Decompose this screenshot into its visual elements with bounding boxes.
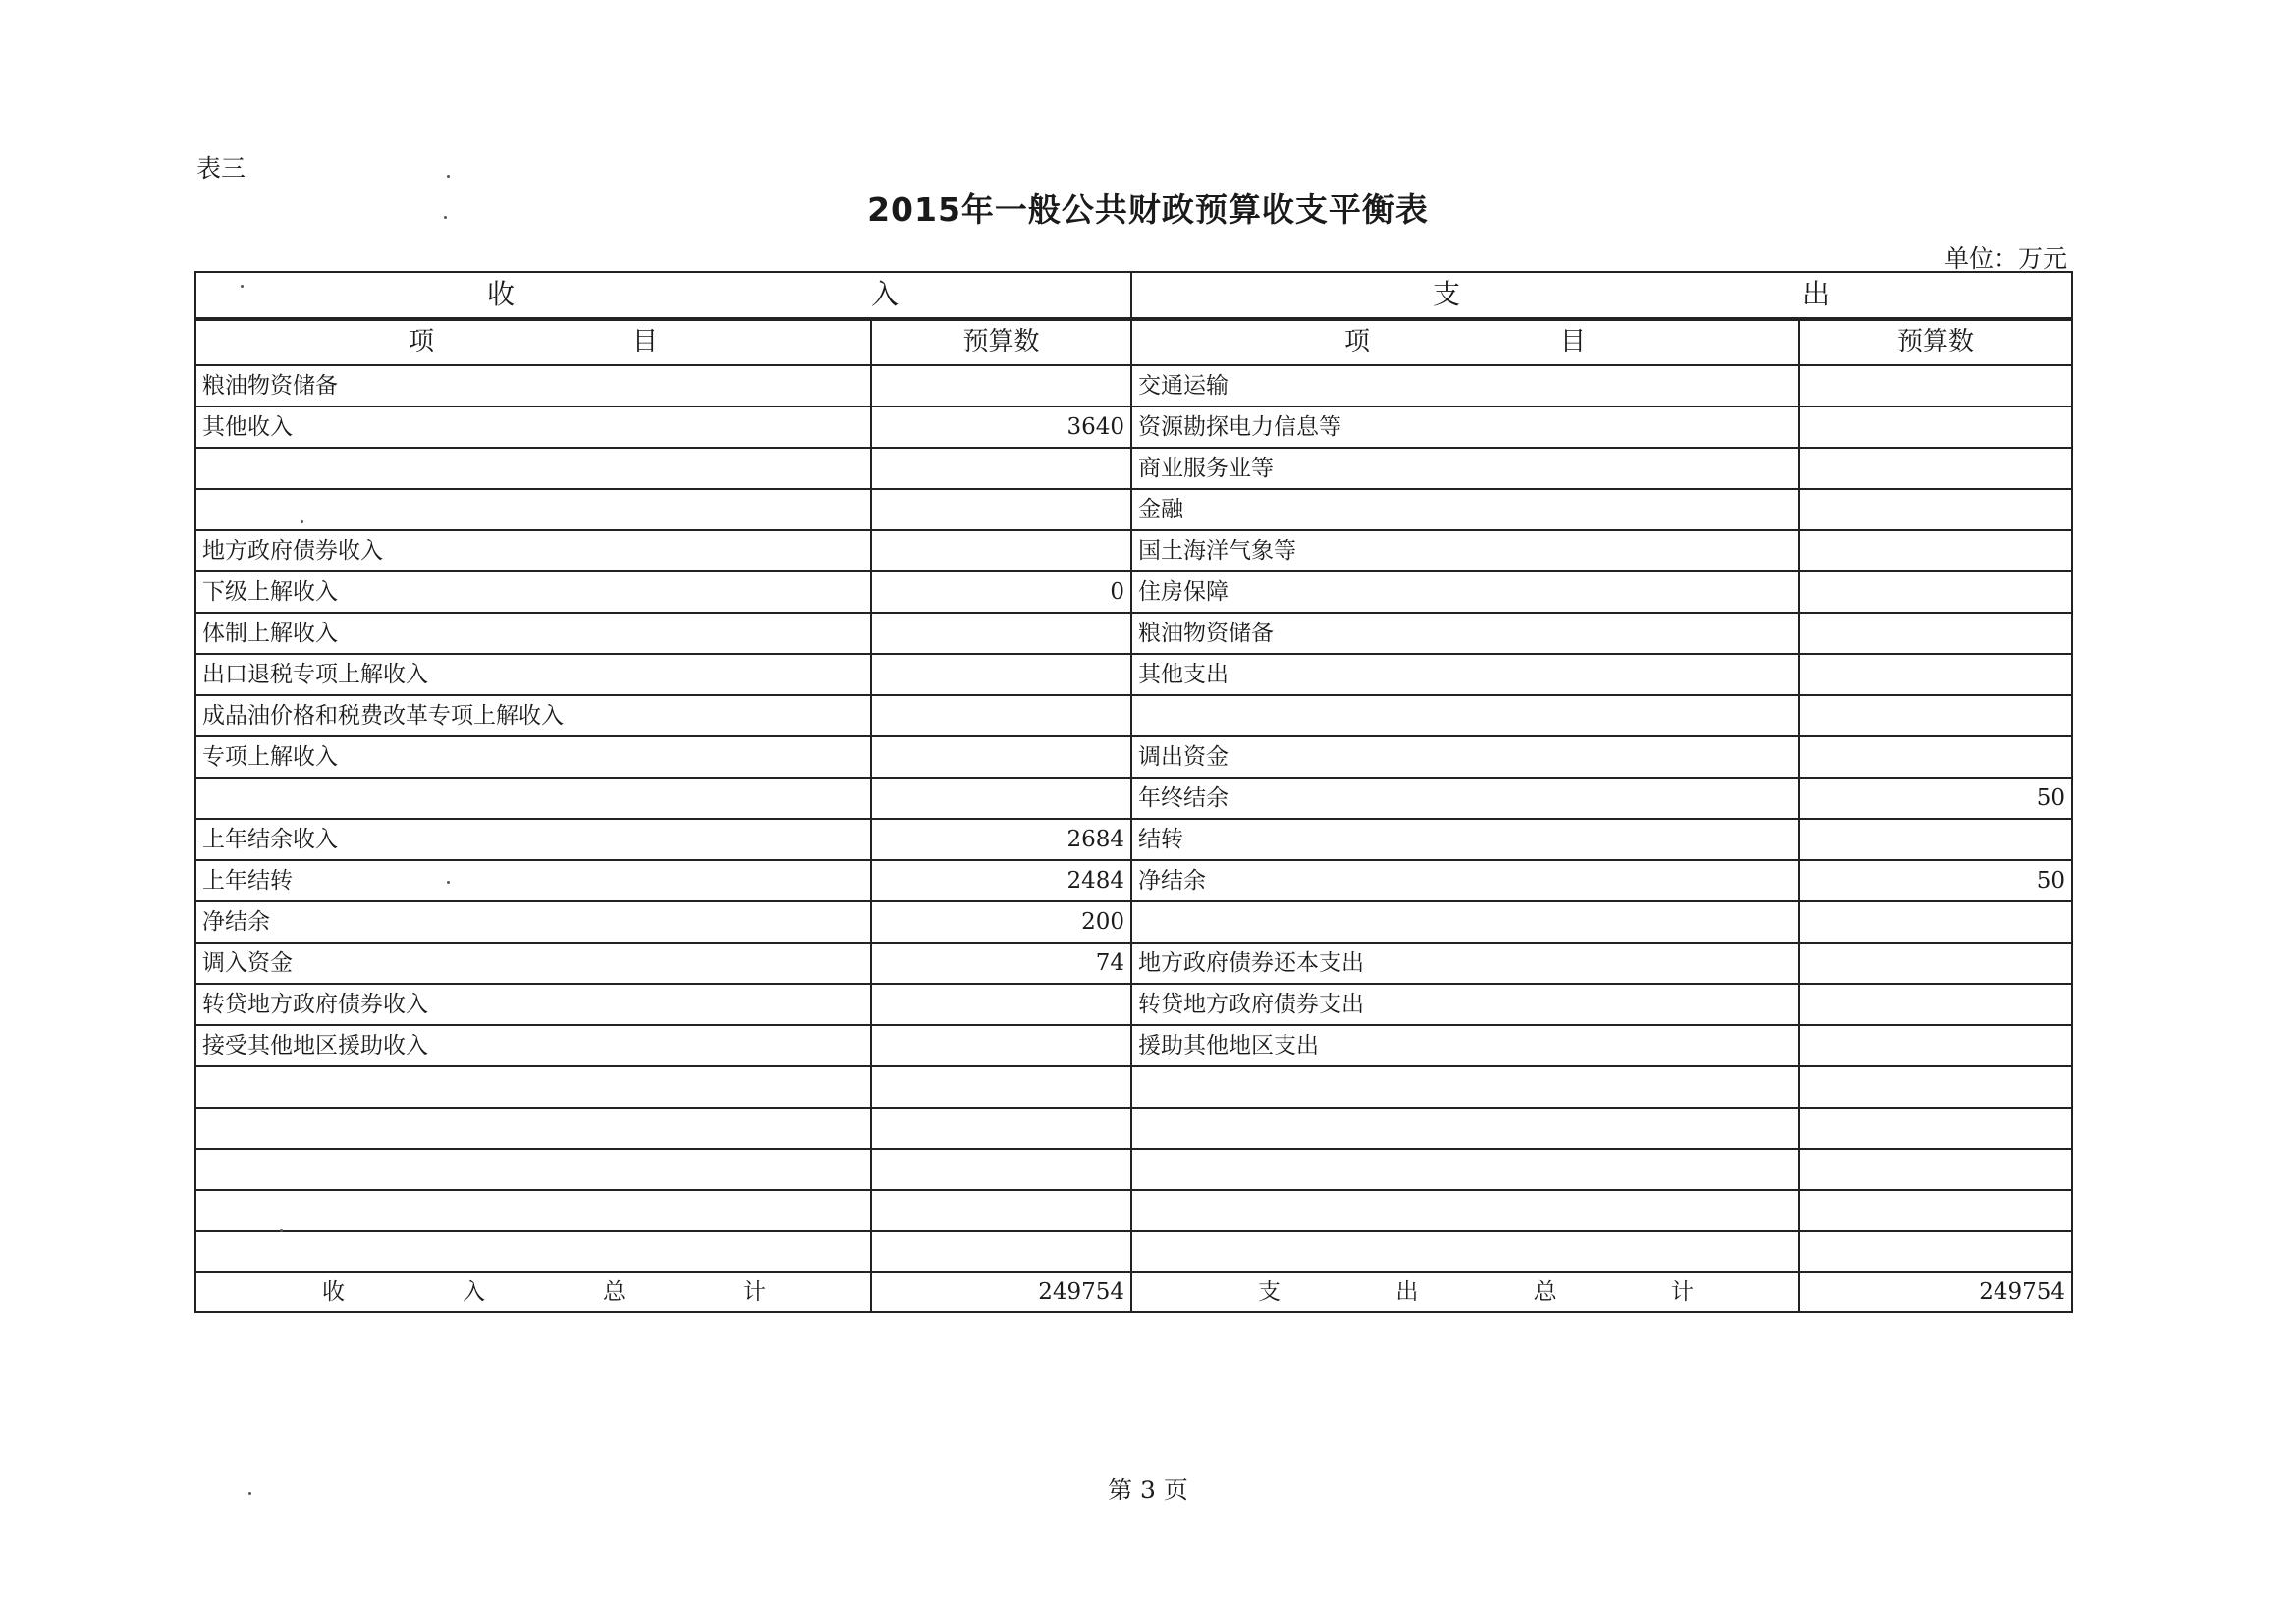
income-amount-cell (871, 654, 1131, 695)
income-amount-cell (871, 1149, 1131, 1190)
expense-amount-cell: 50 (1799, 778, 2072, 819)
expense-amount-cell (1799, 406, 2072, 448)
income-amount-cell (871, 1190, 1131, 1231)
table-row (195, 448, 2072, 489)
income-header-char: 收 (487, 278, 516, 311)
table-row (195, 860, 2072, 901)
income-item-cell (195, 448, 871, 489)
scan-speck (447, 881, 450, 884)
income-amount-cell (871, 778, 1131, 819)
income-total-label (195, 1272, 871, 1312)
expense-item-cell (1131, 901, 1799, 943)
table-number: 表三 (196, 154, 246, 183)
expense-total-label (1131, 1272, 1799, 1312)
total-label-char: 计 (1670, 1278, 1694, 1305)
income-item-cell: 上年结转 (195, 860, 871, 901)
expense-item-cell: 转贷地方政府债券支出 (1131, 984, 1799, 1025)
expense-amount-cell (1799, 1025, 2072, 1066)
income-item-cell: 地方政府债券收入 (195, 530, 871, 571)
item-header-char: 目 (1559, 327, 1586, 357)
income-amount-cell: 0 (871, 571, 1131, 613)
income-amount-cell: 2484 (871, 860, 1131, 901)
expense-amount-cell (1799, 984, 2072, 1025)
income-item-cell (195, 489, 871, 530)
table-row (195, 530, 2072, 571)
expense-item-cell (1131, 1231, 1799, 1272)
expense-item-cell: 年终结余 (1131, 778, 1799, 819)
expense-item-cell: 粮油物资储备 (1131, 613, 1799, 654)
expense-amount-cell (1799, 613, 2072, 654)
income-item-cell: 上年结余收入 (195, 819, 871, 860)
expense-amount-cell (1799, 1231, 2072, 1272)
expense-amount-cell (1799, 1066, 2072, 1108)
income-amount-cell (871, 1231, 1131, 1272)
income-item-cell: 净结余 (195, 901, 871, 943)
unit-label: 单位：万元 (1943, 244, 2067, 273)
expense-item-cell: 结转 (1131, 819, 1799, 860)
item-header-char: 项 (409, 327, 435, 357)
section-header-row (195, 272, 2072, 319)
expense-amount-cell (1799, 1190, 2072, 1231)
expense-header-char: 出 (1801, 278, 1830, 311)
income-amount-column-header: 预算数 (871, 319, 1131, 365)
scan-speck (241, 285, 244, 288)
expense-amount-cell (1799, 530, 2072, 571)
income-amount-cell (871, 984, 1131, 1025)
income-item-cell: 出口退税专项上解收入 (195, 654, 871, 695)
income-amount-cell (871, 489, 1131, 530)
table-row (195, 365, 2072, 406)
income-item-cell: 粮油物资储备 (195, 365, 871, 406)
expense-item-cell: 地方政府债券还本支出 (1131, 943, 1799, 984)
income-amount-cell (871, 1108, 1131, 1149)
expense-item-cell: 援助其他地区支出 (1131, 1025, 1799, 1066)
table-row (195, 654, 2072, 695)
table-row (195, 571, 2072, 613)
table-row (195, 613, 2072, 654)
expense-amount-cell (1799, 1149, 2072, 1190)
income-item-cell (195, 1149, 871, 1190)
income-amount-cell: 2684 (871, 819, 1131, 860)
expense-item-cell: 其他支出 (1131, 654, 1799, 695)
table-row (195, 489, 2072, 530)
total-label-char: 收 (322, 1278, 345, 1305)
income-item-cell: 接受其他地区援助收入 (195, 1025, 871, 1066)
expense-section-header (1131, 272, 2072, 319)
income-item-cell (195, 1066, 871, 1108)
item-header-char: 目 (631, 327, 658, 357)
table-row (195, 1149, 2072, 1190)
income-amount-cell (871, 448, 1131, 489)
table-row (195, 1231, 2072, 1272)
scan-speck (248, 1492, 251, 1495)
scan-speck (301, 520, 303, 523)
expense-item-cell: 住房保障 (1131, 571, 1799, 613)
total-label-char: 入 (463, 1278, 485, 1305)
income-amount-cell (871, 1025, 1131, 1066)
expense-amount-cell (1799, 489, 2072, 530)
income-amount-cell (871, 530, 1131, 571)
expense-item-cell: 净结余 (1131, 860, 1799, 901)
expense-amount-cell (1799, 901, 2072, 943)
income-item-cell: 转贷地方政府债券收入 (195, 984, 871, 1025)
expense-item-cell (1131, 1149, 1799, 1190)
income-amount-cell (871, 613, 1131, 654)
column-header-row (195, 319, 2072, 365)
income-item-cell: 调入资金 (195, 943, 871, 984)
table-row (195, 1025, 2072, 1066)
expense-amount-cell (1799, 695, 2072, 736)
income-item-column-header (195, 319, 871, 365)
income-amount-cell: 74 (871, 943, 1131, 984)
expense-amount-cell (1799, 1108, 2072, 1149)
income-amount-cell (871, 736, 1131, 778)
expense-amount-cell (1799, 365, 2072, 406)
income-amount-cell: 3640 (871, 406, 1131, 448)
expense-total-value: 249754 (1799, 1272, 2072, 1312)
expense-amount-cell: 50 (1799, 860, 2072, 901)
expense-amount-cell (1799, 571, 2072, 613)
budget-balance-table (194, 271, 2073, 1313)
income-item-cell: 专项上解收入 (195, 736, 871, 778)
total-label-char: 总 (1533, 1278, 1557, 1305)
expense-item-cell (1131, 695, 1799, 736)
income-item-cell (195, 1231, 871, 1272)
table-row (195, 819, 2072, 860)
table-row (195, 1108, 2072, 1149)
expense-header-char: 支 (1433, 278, 1461, 311)
expense-item-cell: 资源勘探电力信息等 (1131, 406, 1799, 448)
table-row (195, 1190, 2072, 1231)
income-item-cell: 成品油价格和税费改革专项上解收入 (195, 695, 871, 736)
item-header-char: 项 (1344, 327, 1371, 357)
expense-item-cell: 商业服务业等 (1131, 448, 1799, 489)
income-item-cell: 下级上解收入 (195, 571, 871, 613)
scan-speck (444, 216, 447, 219)
expense-item-cell (1131, 1066, 1799, 1108)
income-total-value: 249754 (871, 1272, 1131, 1312)
page-title: 2015年一般公共财政预算收支平衡表 (867, 190, 1429, 229)
total-label-char: 出 (1395, 1278, 1419, 1305)
expense-amount-cell (1799, 448, 2072, 489)
scan-speck (280, 1229, 283, 1232)
income-item-cell (195, 1190, 871, 1231)
table-row (195, 1066, 2072, 1108)
expense-item-cell: 国土海洋气象等 (1131, 530, 1799, 571)
income-item-cell (195, 778, 871, 819)
expense-amount-cell (1799, 736, 2072, 778)
table-row (195, 695, 2072, 736)
income-section-header (195, 272, 1131, 319)
income-item-cell (195, 1108, 871, 1149)
expense-item-cell: 交通运输 (1131, 365, 1799, 406)
income-amount-cell (871, 365, 1131, 406)
expense-item-column-header (1131, 319, 1799, 365)
expense-amount-cell (1799, 819, 2072, 860)
income-amount-cell (871, 695, 1131, 736)
table-row (195, 736, 2072, 778)
income-header-char: 入 (870, 278, 899, 311)
income-item-cell: 其他收入 (195, 406, 871, 448)
expense-item-cell: 金融 (1131, 489, 1799, 530)
scan-speck (447, 175, 450, 178)
expense-amount-cell (1799, 654, 2072, 695)
income-item-cell: 体制上解收入 (195, 613, 871, 654)
table-row (195, 778, 2072, 819)
income-amount-cell (871, 1066, 1131, 1108)
expense-item-cell: 调出资金 (1131, 736, 1799, 778)
expense-amount-column-header: 预算数 (1799, 319, 2072, 365)
total-label-char: 计 (743, 1278, 766, 1305)
total-label-char: 总 (603, 1278, 626, 1305)
expense-item-cell (1131, 1190, 1799, 1231)
total-label-char: 支 (1258, 1278, 1281, 1305)
table-row (195, 406, 2072, 448)
total-row (195, 1272, 2072, 1312)
expense-amount-cell (1799, 943, 2072, 984)
table-row (195, 901, 2072, 943)
table-body (195, 272, 2072, 1312)
table-row (195, 943, 2072, 984)
expense-item-cell (1131, 1108, 1799, 1149)
income-amount-cell: 200 (871, 901, 1131, 943)
table-row (195, 984, 2072, 1025)
page-number: 第 3 页 (1108, 1476, 1188, 1504)
